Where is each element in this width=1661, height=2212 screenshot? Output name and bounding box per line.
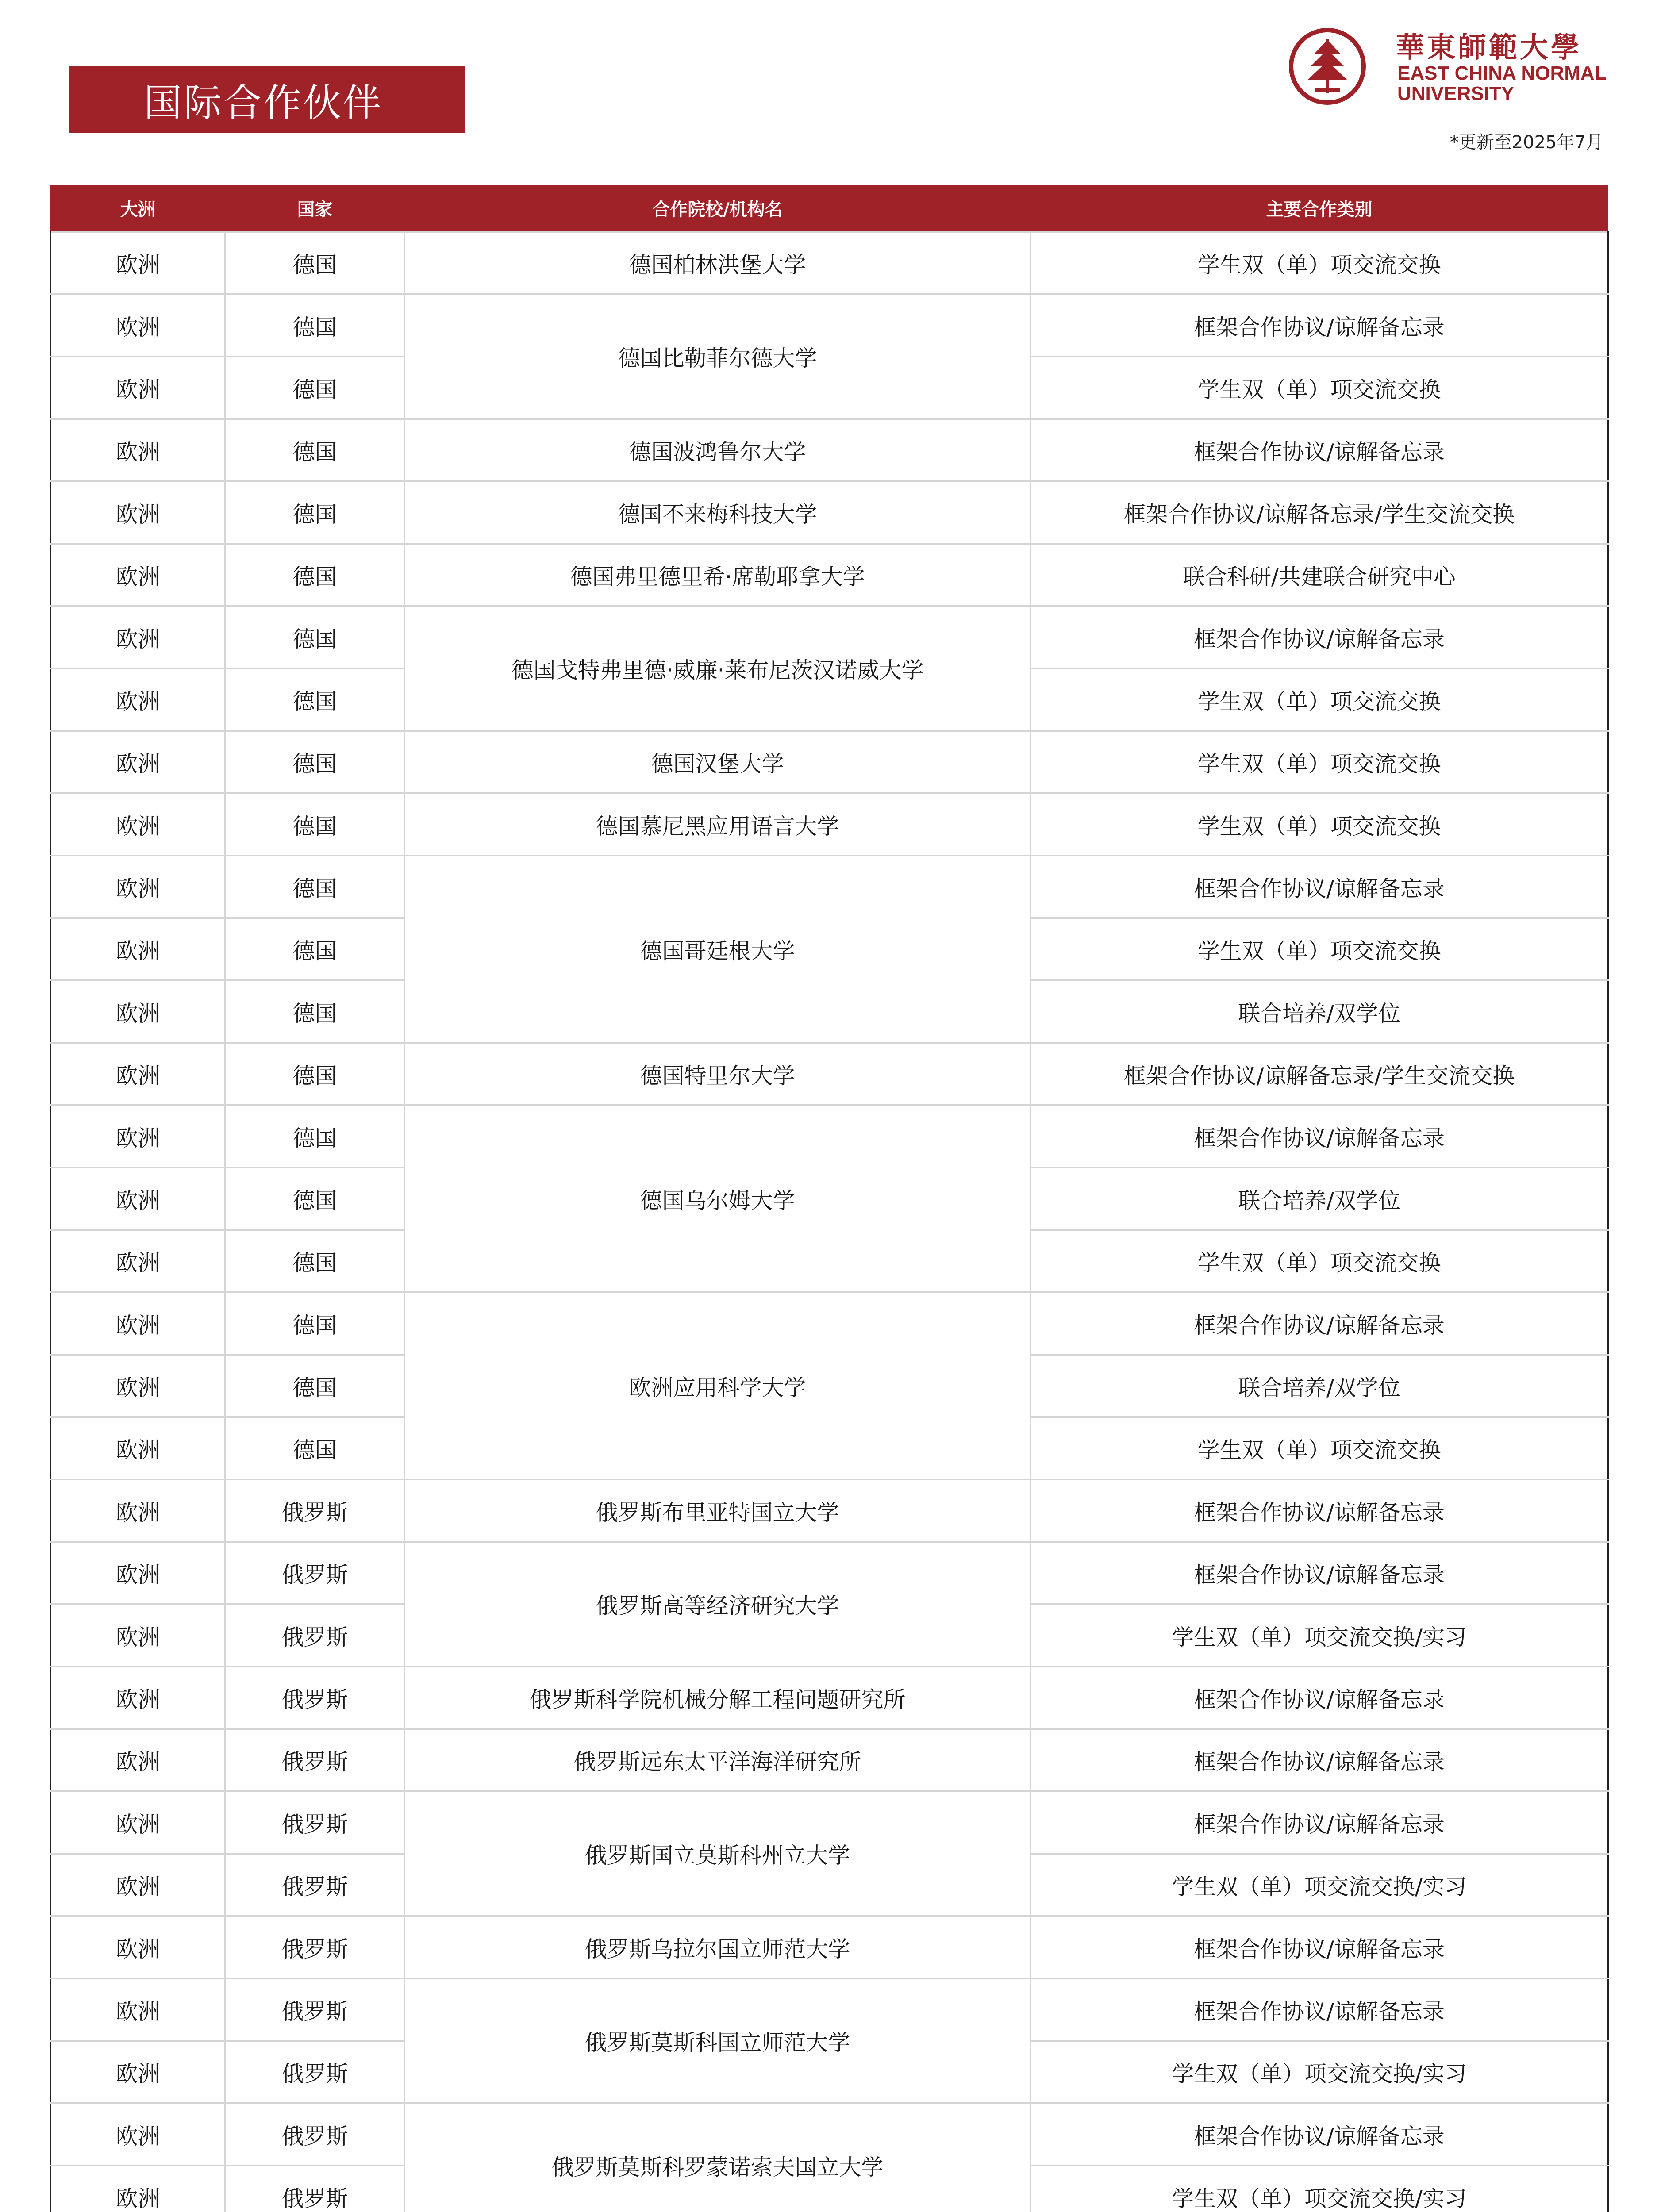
cell-country: 俄罗斯 xyxy=(225,1729,404,1791)
cell-country: 德国 xyxy=(225,1355,404,1417)
table-row xyxy=(50,1479,1608,1542)
update-note: *更新至2025年7月 xyxy=(1450,132,1603,153)
cell-country: 德国 xyxy=(225,544,404,606)
cell-country: 俄罗斯 xyxy=(225,1854,404,1916)
cell-institution: 德国乌尔姆大学 xyxy=(404,1105,1030,1292)
cell-country: 俄罗斯 xyxy=(225,2103,404,2166)
cell-country: 德国 xyxy=(225,419,404,481)
header-institution: 合作院校/机构名 xyxy=(404,185,1030,232)
cell-institution: 德国戈特弗里德·威廉·莱布尼茨汉诺威大学 xyxy=(404,606,1030,731)
table-row xyxy=(50,1105,1608,1167)
logo-chinese-name: 華東師範大學 xyxy=(1396,31,1582,64)
cell-continent: 欧洲 xyxy=(50,1230,225,1292)
cell-continent: 欧洲 xyxy=(50,419,225,481)
cell-country: 德国 xyxy=(225,793,404,856)
cell-category: 学生双（单）项交流交换 xyxy=(1030,668,1608,731)
cell-institution: 俄罗斯科学院机械分解工程问题研究所 xyxy=(404,1667,1030,1729)
cell-institution: 德国哥廷根大学 xyxy=(404,856,1030,1043)
table-header-row xyxy=(50,185,1608,232)
cell-institution: 俄罗斯远东太平洋海洋研究所 xyxy=(404,1729,1030,1791)
partners-table xyxy=(50,185,1609,2212)
cell-category: 框架合作协议/谅解备忘录 xyxy=(1030,1667,1608,1729)
cell-country: 德国 xyxy=(225,1292,404,1355)
cell-institution: 德国慕尼黑应用语言大学 xyxy=(404,793,1030,856)
cell-category: 学生双（单）项交流交换 xyxy=(1030,1230,1608,1292)
cell-continent: 欧洲 xyxy=(50,232,225,294)
cell-continent: 欧洲 xyxy=(50,2103,225,2166)
cell-institution: 德国不来梅科技大学 xyxy=(404,481,1030,544)
table-row xyxy=(50,606,1608,668)
cell-country: 德国 xyxy=(225,856,404,918)
cell-country: 德国 xyxy=(225,980,404,1043)
cell-category: 联合科研/共建联合研究中心 xyxy=(1030,544,1608,606)
cell-continent: 欧洲 xyxy=(50,1417,225,1479)
cell-category: 学生双（单）项交流交换/实习 xyxy=(1030,2041,1608,2103)
table-row xyxy=(50,1667,1608,1729)
cell-category: 框架合作协议/谅解备忘录 xyxy=(1030,294,1608,357)
cell-category: 学生双（单）项交流交换 xyxy=(1030,793,1608,856)
cell-country: 德国 xyxy=(225,918,404,980)
cell-continent: 欧洲 xyxy=(50,1479,225,1542)
cell-country: 俄罗斯 xyxy=(225,1479,404,1542)
cell-continent: 欧洲 xyxy=(50,918,225,980)
table-row xyxy=(50,481,1608,544)
cell-category: 框架合作协议/谅解备忘录 xyxy=(1030,856,1608,918)
cell-institution: 俄罗斯布里亚特国立大学 xyxy=(404,1479,1030,1542)
cell-continent: 欧洲 xyxy=(50,481,225,544)
cell-category: 框架合作协议/谅解备忘录 xyxy=(1030,2103,1608,2166)
table-row xyxy=(50,1978,1608,2041)
table-row xyxy=(50,1791,1608,1854)
cell-continent: 欧洲 xyxy=(50,2166,225,2212)
cell-continent: 欧洲 xyxy=(50,668,225,731)
cell-country: 俄罗斯 xyxy=(225,1916,404,1978)
cell-institution: 德国弗里德里希·席勒耶拿大学 xyxy=(404,544,1030,606)
cell-category: 学生双（单）项交流交换 xyxy=(1030,1417,1608,1479)
cell-category: 学生双（单）项交流交换/实习 xyxy=(1030,2166,1608,2212)
cell-country: 德国 xyxy=(225,294,404,357)
cell-category: 框架合作协议/谅解备忘录 xyxy=(1030,1542,1608,1604)
cell-category: 联合培养/双学位 xyxy=(1030,1167,1608,1230)
cell-continent: 欧洲 xyxy=(50,2041,225,2103)
table-row xyxy=(50,2103,1608,2166)
cell-institution: 欧洲应用科学大学 xyxy=(404,1292,1030,1479)
cell-continent: 欧洲 xyxy=(50,357,225,419)
cell-country: 德国 xyxy=(225,357,404,419)
cell-category: 学生双（单）项交流交换 xyxy=(1030,918,1608,980)
cell-continent: 欧洲 xyxy=(50,731,225,793)
cell-category: 框架合作协议/谅解备忘录/学生交流交换 xyxy=(1030,481,1608,544)
cell-country: 德国 xyxy=(225,1230,404,1292)
table-body xyxy=(50,232,1608,2212)
cell-country: 德国 xyxy=(225,606,404,668)
cell-category: 学生双（单）项交流交换 xyxy=(1030,357,1608,419)
table-row xyxy=(50,1729,1608,1791)
cell-institution: 德国特里尔大学 xyxy=(404,1043,1030,1105)
table-row xyxy=(50,1043,1608,1105)
cell-continent: 欧洲 xyxy=(50,980,225,1043)
cell-continent: 欧洲 xyxy=(50,1667,225,1729)
cell-continent: 欧洲 xyxy=(50,1916,225,1978)
cell-continent: 欧洲 xyxy=(50,544,225,606)
cell-country: 俄罗斯 xyxy=(225,1542,404,1604)
cell-country: 德国 xyxy=(225,1417,404,1479)
table-row xyxy=(50,1916,1608,1978)
cell-country: 德国 xyxy=(225,731,404,793)
cell-continent: 欧洲 xyxy=(50,1105,225,1167)
cell-category: 框架合作协议/谅解备忘录/学生交流交换 xyxy=(1030,1043,1608,1105)
table-row xyxy=(50,1542,1608,1604)
cell-category: 学生双（单）项交流交换/实习 xyxy=(1030,1604,1608,1667)
cell-category: 框架合作协议/谅解备忘录 xyxy=(1030,1916,1608,1978)
cell-institution: 德国波鸿鲁尔大学 xyxy=(404,419,1030,481)
cell-category: 联合培养/双学位 xyxy=(1030,980,1608,1043)
table-row xyxy=(50,232,1608,294)
logo-english-name-line1: EAST CHINA NORMAL xyxy=(1397,62,1607,84)
cell-country: 俄罗斯 xyxy=(225,1604,404,1667)
cell-country: 德国 xyxy=(225,1043,404,1105)
header-country: 国家 xyxy=(225,185,404,232)
logo-english-name-line2: UNIVERSITY xyxy=(1397,83,1515,104)
university-logo xyxy=(1288,23,1624,111)
cell-category: 框架合作协议/谅解备忘录 xyxy=(1030,1479,1608,1542)
table-row xyxy=(50,856,1608,918)
cell-category: 框架合作协议/谅解备忘录 xyxy=(1030,1978,1608,2041)
cell-country: 德国 xyxy=(225,1105,404,1167)
cell-continent: 欧洲 xyxy=(50,1043,225,1105)
cell-category: 学生双（单）项交流交换/实习 xyxy=(1030,1854,1608,1916)
cell-category: 学生双（单）项交流交换 xyxy=(1030,731,1608,793)
cell-country: 俄罗斯 xyxy=(225,1667,404,1729)
cell-category: 联合培养/双学位 xyxy=(1030,1355,1608,1417)
cell-country: 德国 xyxy=(225,668,404,731)
page-title: 国际合作伙伴 xyxy=(69,66,465,133)
cell-continent: 欧洲 xyxy=(50,793,225,856)
cell-continent: 欧洲 xyxy=(50,294,225,357)
cell-institution: 德国比勒菲尔德大学 xyxy=(404,294,1030,419)
cell-institution: 俄罗斯莫斯科国立师范大学 xyxy=(404,1978,1030,2103)
cell-continent: 欧洲 xyxy=(50,1729,225,1791)
cell-category: 框架合作协议/谅解备忘录 xyxy=(1030,1729,1608,1791)
cell-institution: 俄罗斯莫斯科罗蒙诺索夫国立大学 xyxy=(404,2103,1030,2212)
cell-category: 框架合作协议/谅解备忘录 xyxy=(1030,1791,1608,1854)
cell-country: 俄罗斯 xyxy=(225,1791,404,1854)
cell-category: 框架合作协议/谅解备忘录 xyxy=(1030,419,1608,481)
cell-institution: 德国柏林洪堡大学 xyxy=(404,232,1030,294)
cell-continent: 欧洲 xyxy=(50,1542,225,1604)
cell-institution: 俄罗斯乌拉尔国立师范大学 xyxy=(404,1916,1030,1978)
cell-country: 俄罗斯 xyxy=(225,1978,404,2041)
header-continent: 大洲 xyxy=(50,185,225,232)
cell-continent: 欧洲 xyxy=(50,1791,225,1854)
table-row xyxy=(50,1292,1608,1355)
cell-country: 德国 xyxy=(225,232,404,294)
cell-continent: 欧洲 xyxy=(50,1167,225,1230)
cell-continent: 欧洲 xyxy=(50,1978,225,2041)
cell-continent: 欧洲 xyxy=(50,1604,225,1667)
cell-institution: 德国汉堡大学 xyxy=(404,731,1030,793)
cell-continent: 欧洲 xyxy=(50,1854,225,1916)
cell-country: 德国 xyxy=(225,481,404,544)
table-row xyxy=(50,731,1608,793)
cell-continent: 欧洲 xyxy=(50,606,225,668)
table-row xyxy=(50,544,1608,606)
cell-continent: 欧洲 xyxy=(50,856,225,918)
cell-category: 框架合作协议/谅解备忘录 xyxy=(1030,1105,1608,1167)
cell-continent: 欧洲 xyxy=(50,1355,225,1417)
cell-country: 俄罗斯 xyxy=(225,2041,404,2103)
cell-country: 俄罗斯 xyxy=(225,2166,404,2212)
cell-country: 德国 xyxy=(225,1167,404,1230)
cell-category: 框架合作协议/谅解备忘录 xyxy=(1030,1292,1608,1355)
cell-continent: 欧洲 xyxy=(50,1292,225,1355)
table-row xyxy=(50,793,1608,856)
cell-institution: 俄罗斯高等经济研究大学 xyxy=(404,1542,1030,1667)
university-emblem-icon xyxy=(1288,27,1367,106)
table-row xyxy=(50,419,1608,481)
cell-category: 学生双（单）项交流交换 xyxy=(1030,232,1608,294)
header-category: 主要合作类别 xyxy=(1030,185,1608,232)
cell-category: 框架合作协议/谅解备忘录 xyxy=(1030,606,1608,668)
table-row xyxy=(50,294,1608,357)
cell-institution: 俄罗斯国立莫斯科州立大学 xyxy=(404,1791,1030,1916)
